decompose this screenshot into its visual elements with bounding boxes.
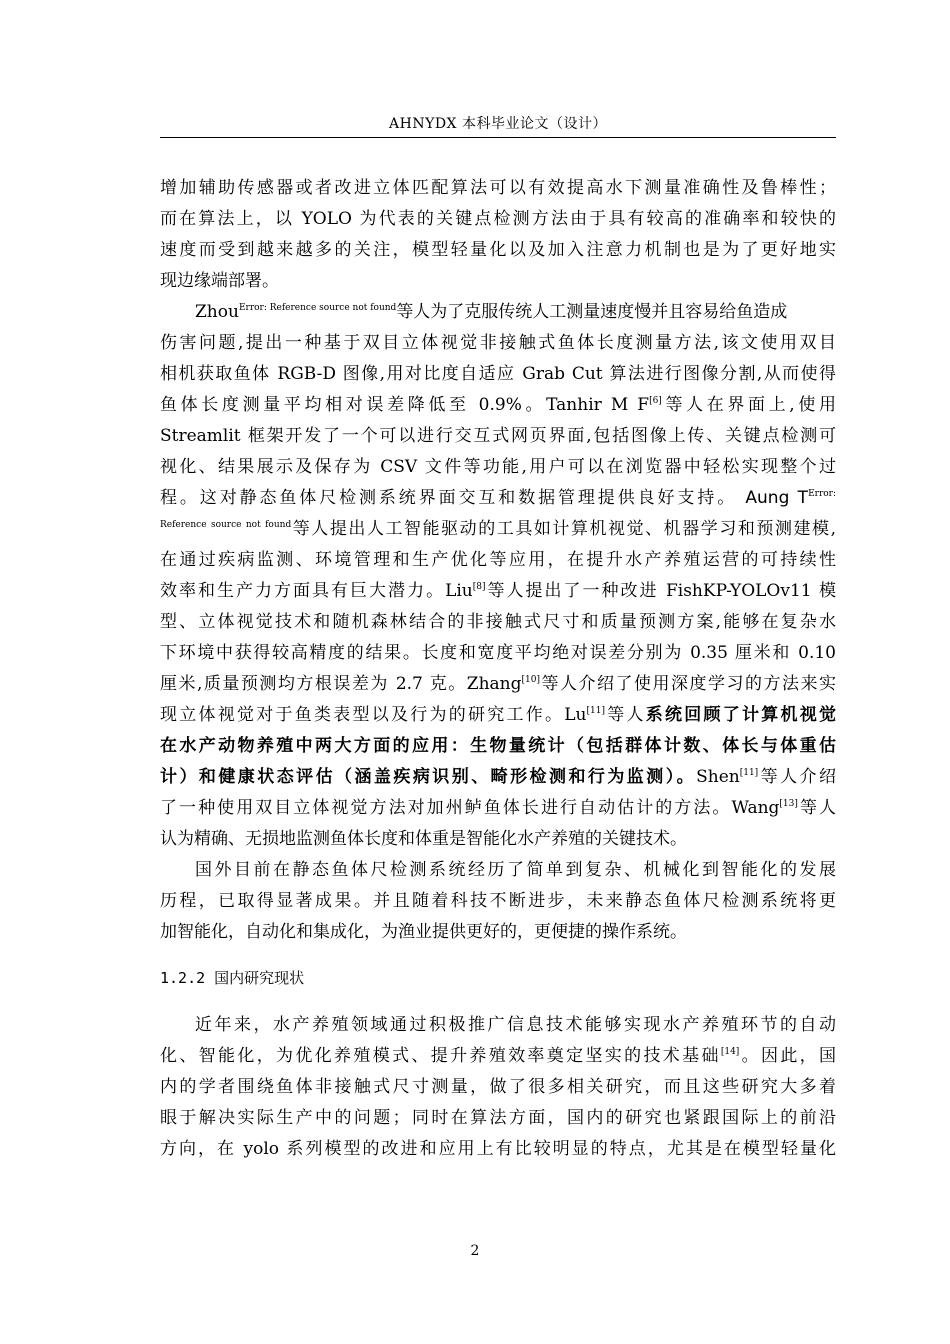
text-line xyxy=(160,762,836,793)
text-span: 等人介绍 xyxy=(758,767,837,787)
text-line: 在水产动物养殖中两大方面的应用：生物量统计（包括群体计数、体长与体重估 xyxy=(160,736,836,756)
text-line: 眼于解决实际生产中的问题；同时在算法方面，国内的研究也紧跟国际上的前沿 xyxy=(160,1108,836,1128)
text-line: 认为精确、无损地监测鱼体长度和体重是智能化水产养殖的关键技术。 xyxy=(160,829,687,849)
citation: [11] xyxy=(586,706,605,716)
text-line: 加智能化，自动化和集成化，为渔业提供更好的，更便捷的操作系统。 xyxy=(160,922,687,942)
text-line: 在通过疾病监测、环境管理和生产优化等应用，在提升水产养殖运营的可持续性 xyxy=(160,550,836,570)
text-line xyxy=(160,700,836,731)
author-name: Aung T xyxy=(745,488,809,508)
text-line: 方向，在 yolo 系列模型的改进和应用上有比较明显的特点，尤其是在模型轻量化 xyxy=(160,1139,836,1159)
text-span: 厘米,质量预测均方根误差为 2.7 克。Zhang xyxy=(160,674,522,694)
text-line: 内的学者围绕鱼体非接触式尺寸测量，做了很多相关研究，而且这些研究大多着 xyxy=(160,1077,836,1097)
author-name: Shen xyxy=(696,767,740,787)
text-line: 伤害问题,提出一种基于双目立体视觉非接触式鱼体长度测量方法,该文使用双目 xyxy=(160,333,836,353)
text-span: 等人 xyxy=(797,798,837,818)
citation: [11] xyxy=(739,768,759,778)
text-line: 视化、结果展示及保存为 CSV 文件等功能,用户可以在浏览器中轻松实现整个过 xyxy=(160,457,836,477)
text-span: 化、智能化，为优化养殖模式、提升养殖效率奠定坚实的技术基础 xyxy=(160,1046,721,1066)
text-span: 计）和健康状态评估（涵盖疾病识别、畸形检测和行为监测）。 xyxy=(160,767,697,787)
text-line: 增加辅助传感器或者改进立体匹配算法可以有效提高水下测量准确性及鲁棒性； xyxy=(160,178,836,198)
header-rule xyxy=(160,137,836,138)
section-heading: 1.2.2 国内研究现状 xyxy=(160,969,305,987)
text-span: 效率和生产力方面具有巨大潜力。Liu xyxy=(160,581,473,601)
text-line: 下环境中获得较高精度的结果。长度和宽度平均绝对误差分别为 0.35 厘米和 0.10 xyxy=(160,643,836,663)
text-span: 等人为了克服传统人工测量速度慢并且容易给鱼造成 xyxy=(396,302,788,322)
text-line xyxy=(160,793,836,824)
text-line xyxy=(160,669,836,700)
page-number: 2 xyxy=(470,1243,480,1259)
citation-error: Error: Reference source not found xyxy=(238,303,397,313)
text-line: 近年来，水产养殖领域通过积极推广信息技术能够实现水产养殖环节的自动 xyxy=(195,1015,836,1035)
text-line: 历程，已取得显著成果。并且随着科技不断进步，未来静态鱼体尺检测系统将更 xyxy=(160,891,836,911)
citation-error: Reference source not found xyxy=(160,520,292,530)
text-line: 现边缘端部署。 xyxy=(160,271,279,291)
text-span: 等人 xyxy=(604,705,646,725)
page-body xyxy=(160,173,836,1165)
text-span: 程。这对静态鱼体尺检测系统界面交互和数据管理提供良好支持。 xyxy=(160,488,738,508)
text-line xyxy=(160,297,836,328)
text-line: 相机获取鱼体 RGB-D 图像,用对比度自适应 Grab Cut 算法进行图像分割,从而使得 xyxy=(160,364,836,384)
citation: [14] xyxy=(720,1047,740,1057)
text-span: 等人提出人工智能驱动的工具如计算机视觉、机器学习和预测建模, xyxy=(291,519,836,539)
text-span: 等人在界面上,使用 xyxy=(661,395,836,415)
citation: [10] xyxy=(521,675,540,685)
citation-error: Error: xyxy=(808,489,837,499)
text-line: 速度而受到越来越多的关注，模型轻量化以及加入注意力机制也是为了更好地实 xyxy=(160,240,836,260)
text-span: 等人介绍了使用深度学习的方法来实 xyxy=(539,674,836,694)
text-line xyxy=(160,1041,836,1072)
paragraph-2 xyxy=(160,297,836,855)
text-span: 现立体视觉对于鱼类表型以及行为的研究工作。Lu xyxy=(160,705,587,725)
text-line: 国外目前在静态鱼体尺检测系统经历了简单到复杂、机械化到智能化的发展 xyxy=(195,860,836,880)
text-span: 等人提出了一种改进 FishKP-YOLOv11 模 xyxy=(485,581,836,601)
text-span: 鱼体长度测量平均相对误差降低至 0.9%。Tanhir M F xyxy=(160,395,650,415)
citation: [6] xyxy=(649,396,662,406)
text-line: Streamlit 框架开发了一个可以进行交互式网页界面,包括图像上传、关键点检测可 xyxy=(160,426,836,446)
text-line: 型、立体视觉技术和随机森林结合的非接触式尺寸和质量预测方案,能够在复杂水 xyxy=(160,612,836,632)
running-header: AHNYDX 本科毕业论文（设计） xyxy=(389,116,607,132)
text-line: 而在算法上，以 YOLO 为代表的关键点检测方法由于具有较高的准确率和较快的 xyxy=(160,209,836,229)
text-line xyxy=(160,483,836,514)
text-span: 。因此，国 xyxy=(739,1046,837,1066)
text-span: 系统回顾了计算机视觉 xyxy=(645,705,837,725)
text-line xyxy=(160,514,836,545)
text-line xyxy=(160,390,836,421)
paragraph-3 xyxy=(160,855,836,948)
citation: [8] xyxy=(472,582,486,592)
author-name: Zhou xyxy=(195,302,239,322)
paragraph-1 xyxy=(160,173,836,297)
paragraph-4 xyxy=(160,1010,836,1165)
text-span: 了一种使用双目立体视觉方法对加州鲈鱼体长进行自动估计的方法。Wang xyxy=(160,798,780,818)
text-line xyxy=(160,576,836,607)
citation: [13] xyxy=(779,799,798,809)
